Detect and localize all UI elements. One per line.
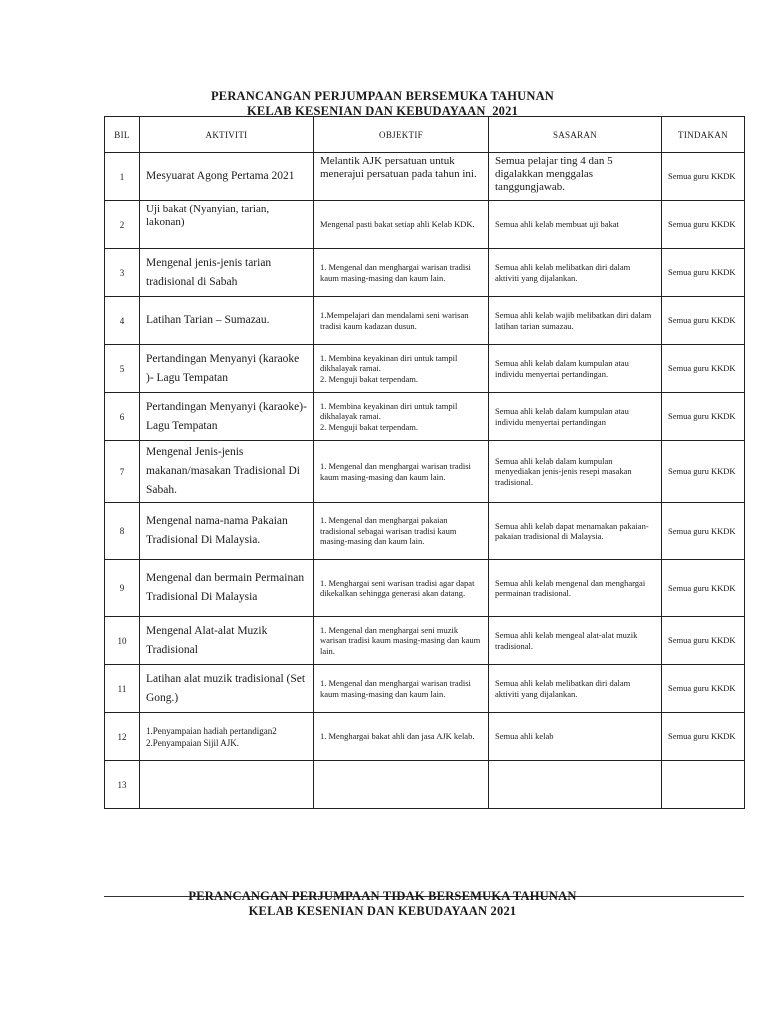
cell-sasaran: Semua ahli kelab mengeal alat-alat muzik tradisional. <box>489 617 662 665</box>
cell-tindakan: Semua guru KKDK <box>662 617 745 665</box>
cell-aktiviti: Pertandingan Menyanyi (karaoke )- Lagu Tempatan <box>140 345 314 393</box>
cell-objektif: 1. Mengenal dan menghargai warisan tradisi kaum masing-masing dan kaum lain. <box>314 665 489 713</box>
header-tindakan: TINDAKAN <box>662 117 745 153</box>
header-bil: BIL <box>105 117 140 153</box>
cell-aktiviti: Pertandingan Menyanyi (karaoke)-Lagu Tempatan <box>140 393 314 441</box>
cell-aktiviti: Latihan alat muzik tradisional (Set Gong.) <box>140 665 314 713</box>
table-row <box>105 249 745 297</box>
cell-sasaran: Semua ahli kelab melibatkan diri dalam aktiviti yang dijalankan. <box>489 249 662 297</box>
title-line-1: PERANCANGAN PERJUMPAAN TIDAK BERSEMUKA TAHUNAN <box>188 889 577 903</box>
cell-objektif: 1. Membina keyakinan diri untuk tampil dikhalayak ramai. 2. Menguji bakat terpendam. <box>314 393 489 441</box>
cell-aktiviti: 1.Penyampaian hadiah pertandigan2 2.Penyampaian Sijil AJK. <box>140 713 314 761</box>
cell-tindakan <box>662 761 745 809</box>
cell-bil: 12 <box>105 713 140 761</box>
cell-objektif <box>314 761 489 809</box>
cell-bil: 3 <box>105 249 140 297</box>
cell-sasaran: Semua ahli kelab wajib melibatkan diri dalam latihan tarian sumazau. <box>489 297 662 345</box>
cell-objektif: 1.Mempelajari dan mendalami seni warisan tradisi kaum kadazan dusun. <box>314 297 489 345</box>
cell-aktiviti <box>140 761 314 809</box>
table-row <box>105 617 745 665</box>
page-title <box>105 89 660 119</box>
cell-tindakan: Semua guru KKDK <box>662 153 745 201</box>
cell-bil: 4 <box>105 297 140 345</box>
cell-sasaran: Semua ahli kelab dapat menamakan pakaian-pakaian tradisional di Malaysia. <box>489 503 662 560</box>
title-line-2: KELAB KESENIAN DAN KEBUDAYAAN 2021 <box>248 904 517 918</box>
cell-tindakan: Semua guru KKDK <box>662 297 745 345</box>
cell-sasaran: Semua ahli kelab melibatkan diri dalam aktiviti yang dijalankan. <box>489 665 662 713</box>
cell-bil: 10 <box>105 617 140 665</box>
cell-tindakan: Semua guru KKDK <box>662 713 745 761</box>
cell-sasaran: Semua ahli kelab dalam kumpulan atau individu menyertai pertandingan. <box>489 345 662 393</box>
table-row <box>105 297 745 345</box>
table-row <box>105 713 745 761</box>
header-sasaran: SASARAN <box>489 117 662 153</box>
cell-objektif: Mengenal pasti bakat setiap ahli Kelab KDK. <box>314 201 489 249</box>
cell-sasaran: Semua ahli kelab dalam kumpulan atau individu menyertai pertandingan <box>489 393 662 441</box>
activity-table <box>104 116 745 809</box>
cell-aktiviti: Mengenal dan bermain Permainan Tradisional Di Malaysia <box>140 560 314 617</box>
cell-aktiviti: Uji bakat (Nyanyian, tarian, lakonan) <box>140 201 314 249</box>
table-row <box>105 393 745 441</box>
section-title <box>105 889 660 919</box>
cell-bil: 11 <box>105 665 140 713</box>
cell-objektif: 1. Menghargai bakat ahli dan jasa AJK kelab. <box>314 713 489 761</box>
cell-aktiviti: Mengenal jenis-jenis tarian tradisional di Sabah <box>140 249 314 297</box>
cell-objektif: 1. Mengenal dan menghargai warisan tradisi kaum masing-masing dan kaum lain. <box>314 249 489 297</box>
cell-objektif: 1. Mengenal dan menghargai pakaian tradisional sebagai warisan tradisi kaum masing-masing dan kaum lain. <box>314 503 489 560</box>
table-row <box>105 503 745 560</box>
cell-tindakan: Semua guru KKDK <box>662 345 745 393</box>
cell-bil: 6 <box>105 393 140 441</box>
title-line-1: PERANCANGAN PERJUMPAAN BERSEMUKA TAHUNAN <box>210 89 555 103</box>
title-line-2: KELAB KESENIAN DAN KEBUDAYAAN 2021 <box>246 104 519 118</box>
cell-bil: 9 <box>105 560 140 617</box>
header-aktiviti: AKTIVITI <box>140 117 314 153</box>
cell-bil: 8 <box>105 503 140 560</box>
cell-aktiviti: Mesyuarat Agong Pertama 2021 <box>140 153 314 201</box>
table-row <box>105 761 745 809</box>
cell-sasaran: Semua ahli kelab dalam kumpulan menyediakan jenis-jenis resepi masakan tradisional. <box>489 441 662 503</box>
cell-aktiviti: Mengenal Alat-alat Muzik Tradisional <box>140 617 314 665</box>
table-row <box>105 665 745 713</box>
cell-bil: 5 <box>105 345 140 393</box>
cell-bil: 7 <box>105 441 140 503</box>
cell-objektif: 1. Menghargai seni warisan tradisi agar dapat dikekalkan sehingga generasi akan datang. <box>314 560 489 617</box>
table-row <box>105 345 745 393</box>
cell-tindakan: Semua guru KKDK <box>662 560 745 617</box>
cell-objektif: 1. Mengenal dan menghargai seni muzik warisan tradisi kaum masing-masing dan kaum lain. <box>314 617 489 665</box>
header-objektif: OBJEKTIF <box>314 117 489 153</box>
cell-aktiviti: Latihan Tarian – Sumazau. <box>140 297 314 345</box>
cell-tindakan: Semua guru KKDK <box>662 393 745 441</box>
table-row <box>105 560 745 617</box>
cell-tindakan: Semua guru KKDK <box>662 503 745 560</box>
cell-objektif: 1. Membina keyakinan diri untuk tampil dikhalayak ramai. 2. Menguji bakat terpendam. <box>314 345 489 393</box>
cell-tindakan: Semua guru KKDK <box>662 249 745 297</box>
table-header-row <box>105 117 745 153</box>
cell-tindakan: Semua guru KKDK <box>662 201 745 249</box>
cell-tindakan: Semua guru KKDK <box>662 441 745 503</box>
cell-tindakan: Semua guru KKDK <box>662 665 745 713</box>
cell-sasaran: Semua ahli kelab mengenal dan menghargai permainan tradisional. <box>489 560 662 617</box>
table-row <box>105 441 745 503</box>
cell-objektif: Melantik AJK persatuan untuk menerajui persatuan pada tahun ini. <box>314 153 489 201</box>
cell-sasaran: Semua ahli kelab <box>489 713 662 761</box>
table-row <box>105 201 745 249</box>
cell-sasaran: Semua ahli kelab membuat uji bakat <box>489 201 662 249</box>
cell-aktiviti: Mengenal nama-nama Pakaian Tradisional Di Malaysia. <box>140 503 314 560</box>
table-row <box>105 153 745 201</box>
cell-bil: 13 <box>105 761 140 809</box>
cell-objektif: 1. Mengenal dan menghargai warisan tradisi kaum masing-masing dan kaum lain. <box>314 441 489 503</box>
cell-sasaran <box>489 761 662 809</box>
cell-aktiviti: Mengenal Jenis-jenis makanan/masakan Tradisional Di Sabah. <box>140 441 314 503</box>
cell-sasaran: Semua pelajar ting 4 dan 5 digalakkan menggalas tanggungjawab. <box>489 153 662 201</box>
cell-bil: 2 <box>105 201 140 249</box>
cell-bil: 1 <box>105 153 140 201</box>
